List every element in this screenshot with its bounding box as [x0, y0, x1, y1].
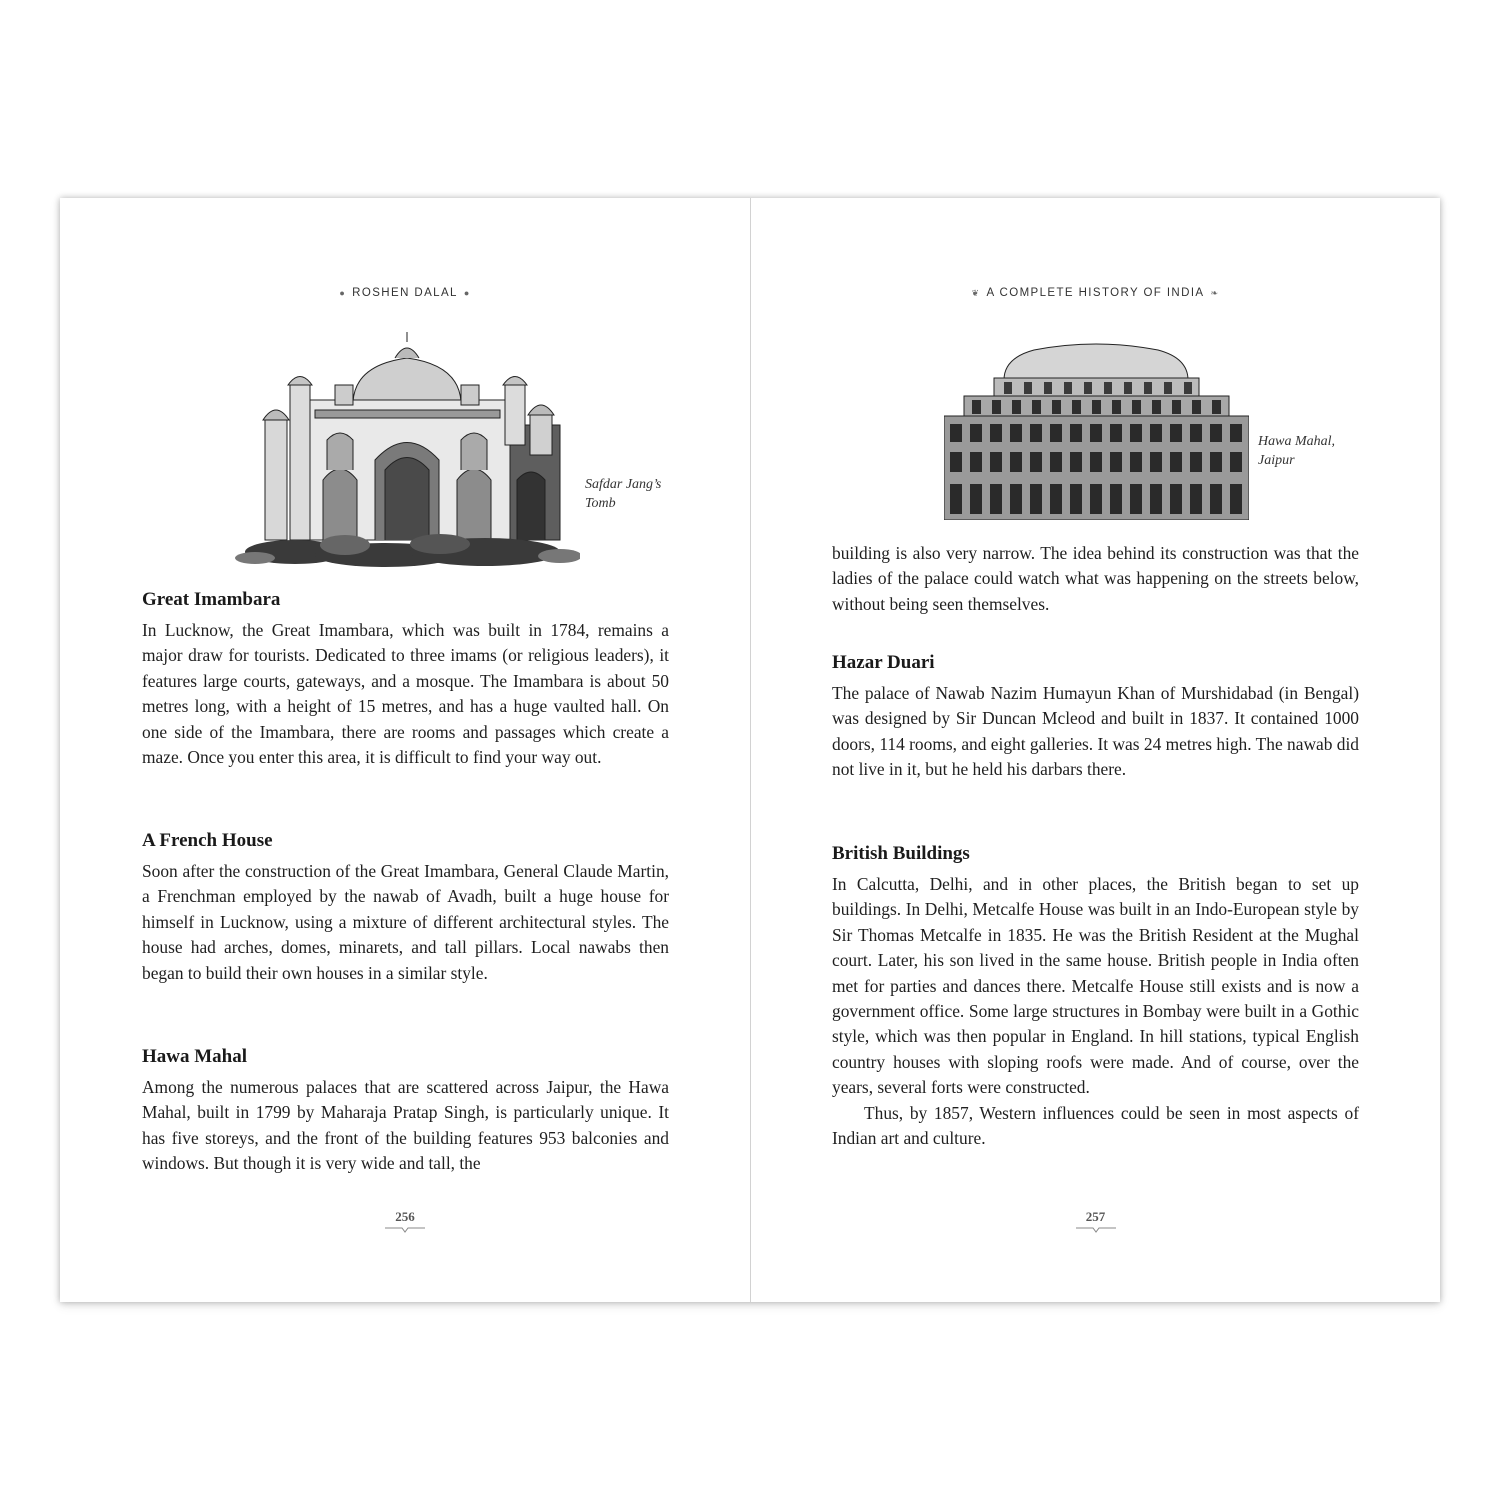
body-paragraph: building is also very narrow. The idea behind its construction was that the ladies of the palace could watch what was happening on the streets below, without being seen themselves.	[832, 543, 1359, 614]
section-hazar-duari	[832, 650, 1359, 783]
folio-ornament-icon	[1076, 1227, 1116, 1233]
body-paragraph: The palace of Nawab Nazim Humayun Khan of Murshidabad (in Bengal) was designed by Sir Duncan Mcleod and built in 1837. It contained 1000 doors, 114 rooms, and eight galleries. It was 24 metres high. The nawab did not live in it, but he held his darbars there.	[832, 683, 1359, 780]
body-paragraph: Among the numerous palaces that are scattered across Jaipur, the Hawa Mahal, built in 1799 by Maharaja Pratap Singh, is particularly unique. It has five storeys, and the front of the building features 953 balconies and windows. But though it is very wide and tall, the	[142, 1077, 669, 1174]
section-hawa-mahal	[142, 1044, 669, 1177]
fleuron-ornament-icon: ❦	[971, 288, 981, 298]
caption-line: Hawa Mahal,	[1258, 434, 1335, 449]
section-heading: Great Imambara	[142, 589, 281, 610]
left-page	[60, 198, 750, 1302]
caption-line: Safdar Jang’s	[585, 477, 662, 492]
section-british-buildings	[832, 841, 1359, 1151]
right-page	[751, 198, 1440, 1302]
running-head-text: ROSHEN DALAL	[352, 287, 458, 299]
figure-caption	[585, 475, 661, 513]
page-number-text: 256	[395, 1209, 415, 1224]
section-heading: A French House	[142, 830, 273, 851]
continuation-block	[832, 541, 1359, 617]
bullet-ornament-icon: ●	[339, 288, 347, 298]
body-paragraph: In Lucknow, the Great Imambara, which was built in 1784, remains a major draw for tourists. Dedicated to three imams (or religious leaders), it features large courts, gateways, and a mosque. The Imambara is about 50 metres long, with a height of 15 metres, and has a huge vaulted hall. On one side of the Imambara, there are rooms and passages which create a maze. Once you enter this area, it is difficult to find your way out.	[142, 620, 669, 768]
section-heading: Hawa Mahal	[142, 1046, 248, 1067]
running-head-left	[60, 287, 750, 299]
figure-caption	[1258, 432, 1335, 470]
fleuron-ornament-icon: ❧	[1210, 288, 1220, 298]
caption-line: Jaipur	[1258, 453, 1295, 468]
running-head-right	[751, 287, 1440, 299]
page-number	[751, 1209, 1440, 1233]
page-number	[60, 1209, 750, 1233]
section-heading: Hazar Duari	[832, 652, 935, 673]
folio-ornament-icon	[385, 1227, 425, 1233]
body-paragraph: In Calcutta, Delhi, and in other places, the British began to set up buildings. In Delhi, Metcalfe House was built in an Indo-European style by Sir Thomas Metcalfe in 1835. He was the British Resident at the Mughal court. Later, his son lived in the same house. British people in India often met for parties and dances there. Metcalfe House still exists and is now a government office. Some large structures in Bombay were built in a Gothic style, which was then popular in England. In hill stations, typical English country houses with sloping roofs were made. And of course, over the years, several forts were constructed.	[832, 874, 1359, 1098]
safdar-jang-tomb-illustration	[235, 330, 580, 570]
page-number-text: 257	[1085, 1209, 1106, 1224]
book-spread	[60, 198, 1440, 1302]
section-heading: British Buildings	[832, 843, 970, 864]
section-a-french-house	[142, 828, 669, 986]
running-head-text: A COMPLETE HISTORY OF INDIA	[986, 287, 1205, 299]
body-paragraph: Thus, by 1857, Western influences could be seen in most aspects of Indian art and culture.	[832, 1102, 1359, 1149]
bullet-ornament-icon: ●	[463, 288, 471, 298]
caption-line: Tomb	[585, 496, 616, 511]
section-great-imambara	[142, 587, 669, 770]
hawa-mahal-illustration	[944, 340, 1249, 520]
body-paragraph: Soon after the construction of the Great Imambara, General Claude Martin, a Frenchman employed by the nawab of Avadh, built a huge house for himself in Lucknow, using a mixture of different architectural styles. The house had arches, domes, minarets, and tall pillars. Local nawabs then began to build their own houses in a similar style.	[142, 861, 669, 983]
